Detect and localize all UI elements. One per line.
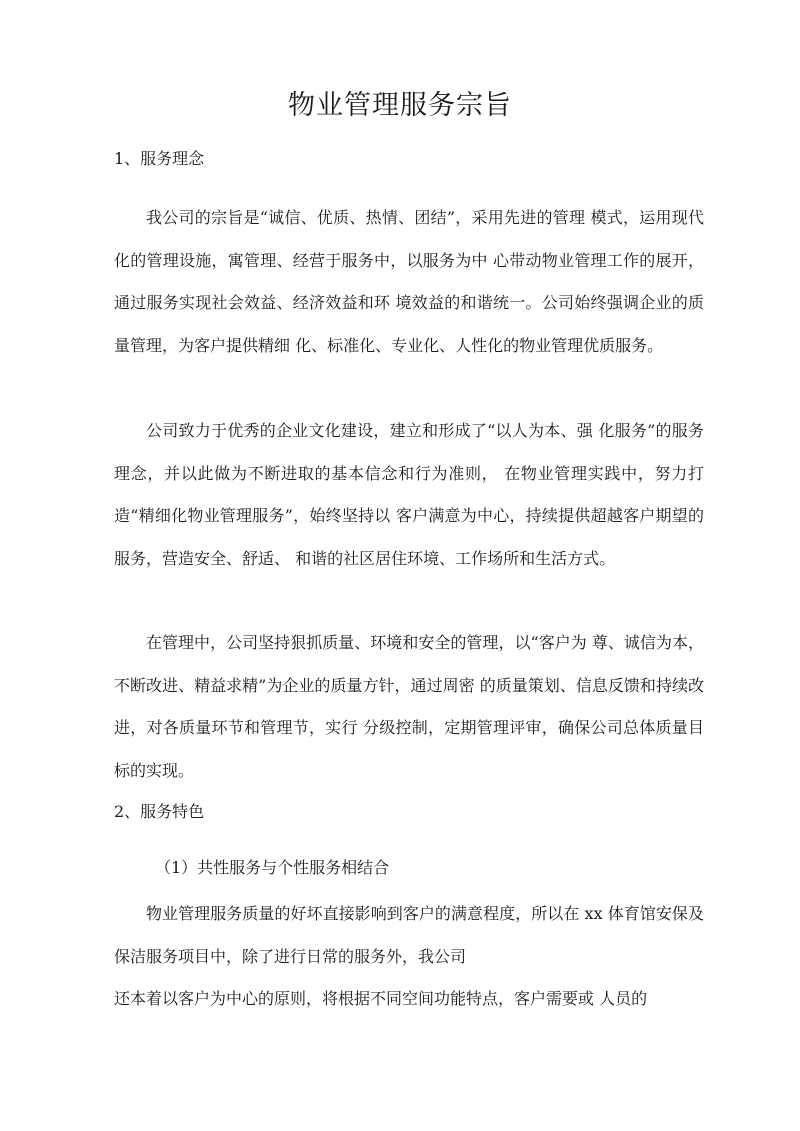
- paragraph: 公司致力于优秀的企业文化建设，建立和形成了“以人为本、强 化服务”的服务理念，并以此做为不断进取的基本信念和行为准则， 在物业管理实践中，努力打造“精细化物业管理服务”，始终坚持以 客户满意为中心，持续提供超越客户期望的服务，营造安全、舒适、 和谐的社区居住环境、工作场所和生活方式。: [114, 421, 704, 568]
- paragraph: 我公司的宗旨是“诚信、优质、热情、团结”，采用先进的管理 模式，运用现代化的管理设施，寓管理、经营于服务中，以服务为中 心带动物业管理工作的展开，通过服务实现社会效益、经济效益和环 境效益的和谐统一。公司始终强调企业的质量管理，为客户提供精细 化、标准化、专业化、人性化的物业管理优质服务。: [114, 208, 704, 355]
- paragraph: 在管理中，公司坚持狠抓质量、环境和安全的管理，以“客户为 尊、诚信为本，不断改进、精益求精”为企业的质量方针，通过周密 的质量策划、信息反馈和持续改进，对各质量环节和管理节，实行 分级控制，定期管理评审，确保公司总体质量目标的实现。: [114, 633, 704, 780]
- section-heading-service-features: 2、服务特色: [114, 802, 205, 821]
- section-heading-service-concept: 1、服务理念: [114, 149, 205, 168]
- document-title: 物业管理服务宗旨: [288, 90, 512, 121]
- sub-heading: （1）共性服务与个性服务相结合: [155, 858, 390, 877]
- paragraph-continuation: 还本着以客户为中心的原则，将根据不同空间功能特点，客户需要或 人员的: [114, 989, 648, 1008]
- paragraph: 物业管理服务质量的好坏直接影响到客户的满意程度，所以在 xx 体育馆安保及保洁服务项目中，除了进行日常的服务外，我公司: [114, 904, 704, 966]
